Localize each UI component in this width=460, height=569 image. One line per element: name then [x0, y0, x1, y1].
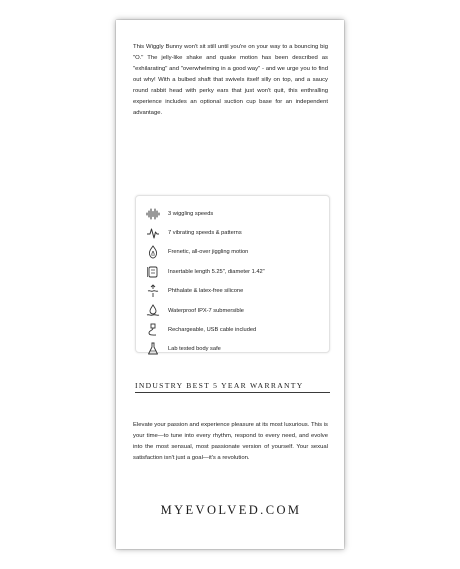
vibration-pulse-icon [146, 226, 160, 240]
feature-label: Frenetic, all-over jiggling motion [168, 249, 249, 256]
website-url: MYEVOLVED.COM [160, 503, 302, 517]
usb-cable-icon [146, 323, 160, 337]
feature-item [136, 340, 329, 359]
outro-paragraph: Elevate your passion and experience pleasure at its most luxurious. This is your time—to tune into every rhythm, respond to every need, and evolve into the most sensual, most passionate version of yourself. Your sexual satisfaction isn't just a goal—it's a revolution. [133, 422, 328, 461]
waterproof-icon [146, 304, 160, 318]
feature-item [136, 262, 329, 281]
feature-label: Insertable length 5.25", diameter 1.42" [168, 268, 265, 275]
feature-item [136, 282, 329, 301]
jiggle-flame-icon [146, 245, 160, 259]
lab-flask-icon [146, 342, 160, 356]
feature-label: Phthalate & latex-free silicone [168, 288, 244, 295]
intro-paragraph: This Wiggly Bunny won't sit still until you're on your way to a bouncing big "O." The jelly-like shake and quake motion has been described as "exhilarating" and "overwhelming in a good way" - and we urge you to find out why! With a bulbed shaft that swivels itself silly on top, and a saucy round rabbit head with perky ears that just won't quit, this enthralling experience includes an optional suction cup base for an independent advantage. [133, 44, 328, 116]
feature-list [135, 195, 330, 353]
warranty-heading: INDUSTRY BEST 5 YEAR WARRANTY [135, 381, 330, 393]
product-insert-card [116, 20, 344, 549]
sound-wave-icon [146, 207, 160, 221]
measurement-icon [146, 265, 160, 279]
feature-label: 3 wiggling speeds [168, 210, 214, 217]
feature-label: Rechargeable, USB cable included [168, 327, 257, 334]
feature-item [136, 320, 329, 339]
silicone-drop-icon [146, 284, 160, 298]
feature-item [136, 223, 329, 242]
feature-label: Waterproof IPX-7 submersible [168, 307, 244, 314]
feature-label: 7 vibrating speeds & patterns [168, 230, 242, 237]
feature-item [136, 243, 329, 262]
feature-item [136, 204, 329, 223]
feature-item [136, 301, 329, 320]
feature-label: Lab tested body safe [168, 346, 221, 353]
